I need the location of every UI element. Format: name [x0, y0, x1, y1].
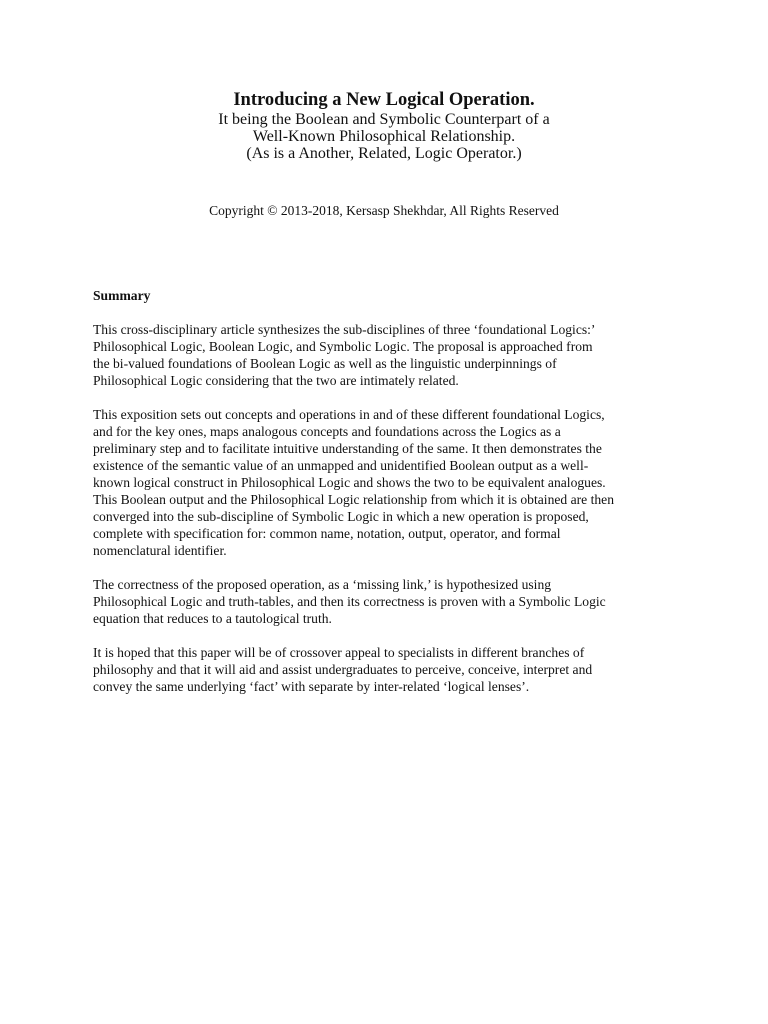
subtitle-line-1: It being the Boolean and Symbolic Counterpart of a — [218, 111, 550, 128]
paragraph-line: preliminary step and to facilitate intuitive understanding of the same. It then demonstrates the — [93, 441, 602, 456]
paragraph-line: Philosophical Logic, Boolean Logic, and Symbolic Logic. The proposal is approached from — [93, 339, 593, 354]
summary-paragraph-3 — [93, 576, 683, 627]
paragraph-line: This exposition sets out concepts and operations in and of these different foundational Logics, — [93, 407, 605, 422]
paragraph-line: equation that reduces to a tautological truth. — [93, 611, 332, 626]
paragraph-line: The correctness of the proposed operation, as a ‘missing link,’ is hypothesized using — [93, 577, 552, 592]
paragraph-line: known logical construct in Philosophical Logic and shows the two to be equivalent analogues. — [93, 475, 606, 490]
paragraph-line: convey the same underlying ‘fact’ with separate by inter-related ‘logical lenses’. — [93, 679, 530, 694]
paragraph-line: and for the key ones, maps analogous concepts and foundations across the Logics as a — [93, 424, 561, 439]
paragraph-line: nomenclatural identifier. — [93, 543, 227, 558]
summary-heading: Summary — [93, 288, 151, 303]
paragraph-line: It is hoped that this paper will be of crossover appeal to specialists in different branches of — [93, 645, 585, 660]
subtitle-line-2: Well-Known Philosophical Relationship. — [252, 128, 516, 145]
paragraph-line: This Boolean output and the Philosophical Logic relationship from which it is obtained are then — [93, 492, 614, 507]
paragraph-line: converged into the sub-discipline of Symbolic Logic in which a new operation is proposed, — [93, 509, 589, 524]
summary-paragraph-4 — [93, 644, 683, 695]
paragraph-line: existence of the semantic value of an unmapped and unidentified Boolean output as a well- — [93, 458, 589, 473]
summary-paragraph-2 — [93, 406, 683, 559]
copyright-notice: Copyright © 2013-2018, Kersasp Shekhdar, All Rights Reserved — [209, 203, 559, 218]
paragraph-line: complete with specification for: common name, notation, output, operator, and formal — [93, 526, 561, 541]
paragraph-line: Philosophical Logic and truth-tables, and then its correctness is proven with a Symbolic Logic — [93, 594, 606, 609]
paragraph-line: Philosophical Logic considering that the two are intimately related. — [93, 373, 459, 388]
summary-section — [93, 287, 683, 712]
subtitle-line-3: (As is a Another, Related, Logic Operator.) — [246, 145, 522, 162]
title-block — [0, 89, 768, 162]
paragraph-line: philosophy and that it will aid and assist undergraduates to perceive, conceive, interpret and — [93, 662, 593, 677]
summary-paragraph-1 — [93, 321, 683, 389]
paragraph-line: This cross-disciplinary article synthesizes the sub-disciplines of three ‘foundational Logics:’ — [93, 322, 596, 337]
paper-title: Introducing a New Logical Operation. — [233, 90, 535, 110]
paragraph-line: the bi-valued foundations of Boolean Logic as well as the linguistic underpinnings of — [93, 356, 557, 371]
